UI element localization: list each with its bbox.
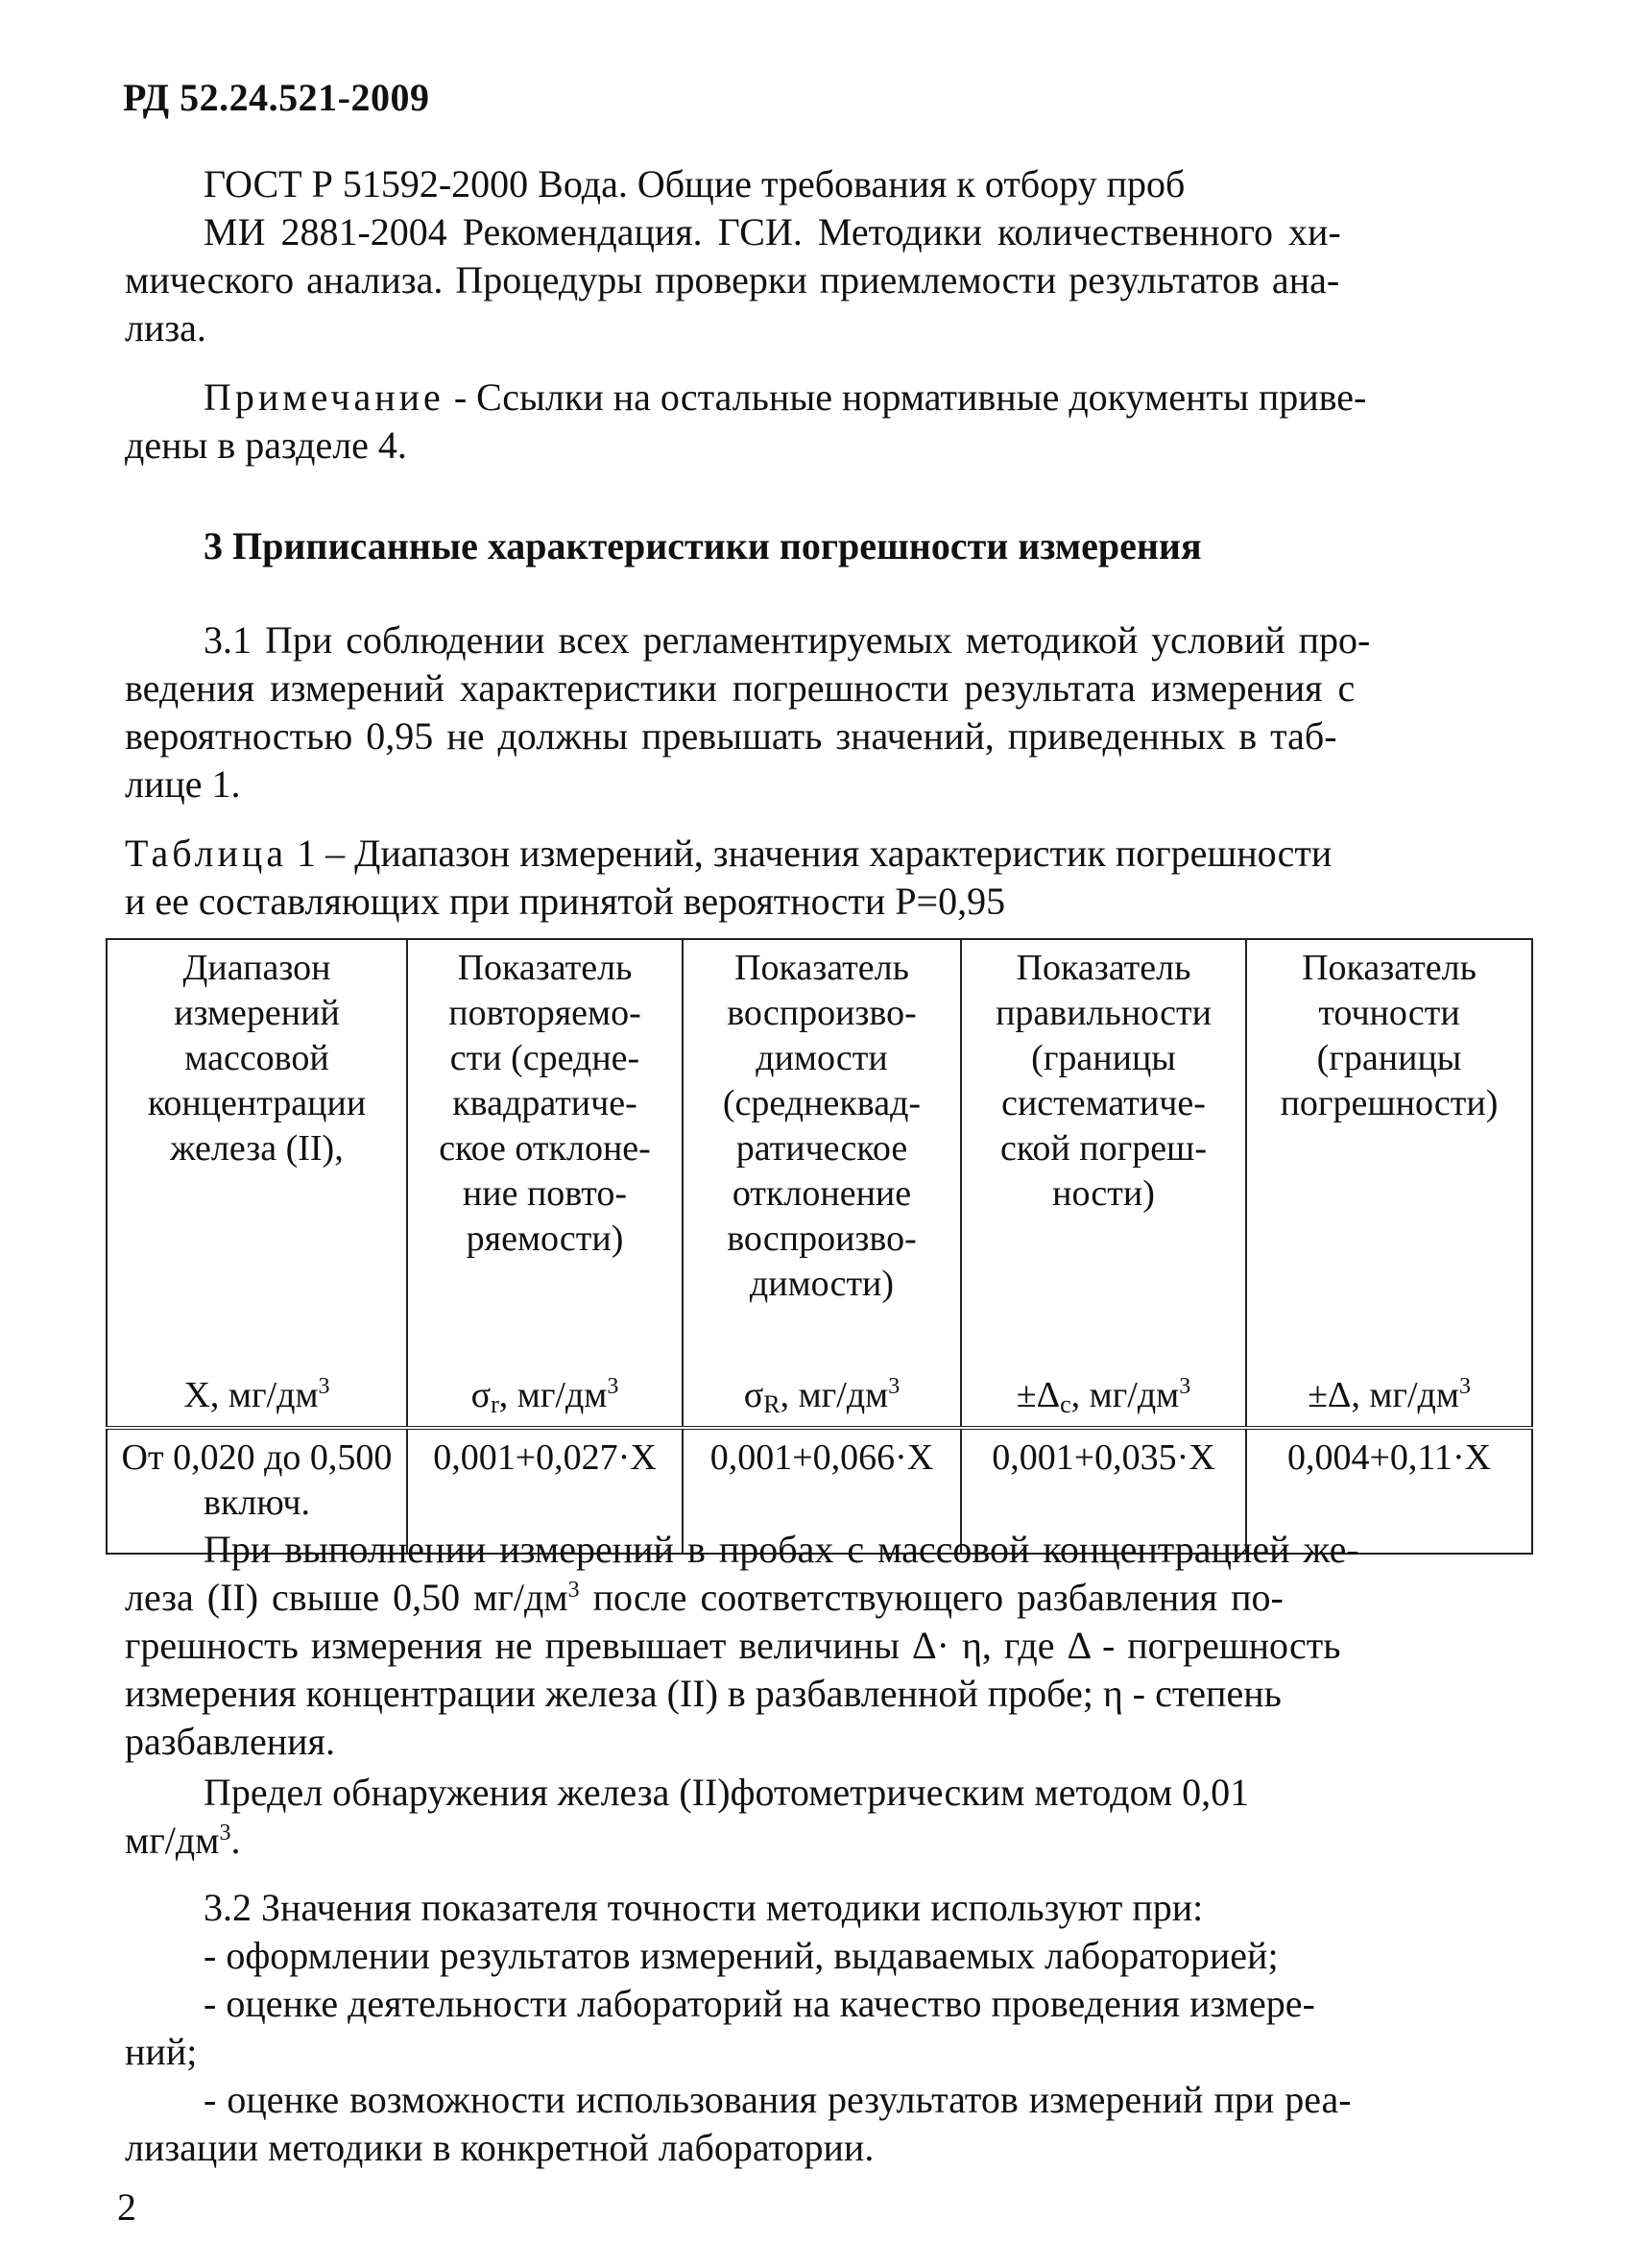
- unit-label: $\sigma_r$, $мг/дм^3$: [470, 1374, 619, 1418]
- paragraph-3-2-bullet1: - оформлении результатов измерений, выдаваемых лабораторией;: [204, 1934, 1279, 1977]
- table-header-repeatability: Показатель повторяемо- сти (средне- квадратиче- ское отклоне- ние повто- ряемости) $\sigma_r$, $мг/дм^3$: [407, 939, 683, 1428]
- paragraph-3-2-bullet2-line1: - оценке деятельности лабораторий на качество проведения измере-: [204, 1982, 1315, 2025]
- reference-mi-line2: мического анализа. Процедуры проверки приемлемости результатов ана-: [125, 258, 1340, 302]
- paragraph-dilution-line1: При выполнении измерений в пробах с массовой концентрацией же-: [204, 1528, 1359, 1571]
- paragraph-dilution-line5: разбавления.: [125, 1720, 335, 1763]
- unit-label: $\sigma_R$, $мг/дм^3$: [743, 1374, 901, 1418]
- table-cell-range: От 0,020 до 0,500 включ.: [107, 1428, 407, 1554]
- paragraph-3-1-line3: вероятностью 0,95 не должны превышать значений, приведенных в таб-: [125, 714, 1337, 758]
- paragraph-3-1-line2: ведения измерений характеристики погрешности результата измерения с: [125, 666, 1356, 710]
- reference-gost: ГОСТ Р 51592-2000 Вода. Общие требования к отбору проб: [204, 162, 1186, 205]
- paragraph-3-2-bullet3-line1: - оценке возможности использования результатов измерений при реа-: [204, 2078, 1352, 2121]
- table-header-range: Диапазон измерений массовой концентрации железа (II), Х, $мг/дм^3$: [107, 939, 407, 1428]
- paragraph-3-1-line4: лице 1.: [125, 762, 241, 806]
- paragraph-3-1-line1: 3.1 При соблюдении всех регламентируемых методикой условий про-: [204, 618, 1371, 662]
- paragraph-3-2-bullet2-line2: ний;: [125, 2030, 198, 2073]
- table-header-accuracy: Показатель точности (границы погрешности) ±Δ, $мг/дм^3$: [1246, 939, 1532, 1428]
- paragraph-dilution-line2: леза (II) свыше 0,50 $мг/дм^3$ после соответствующего разбавления по-: [125, 1576, 1284, 1619]
- paragraph-dilution-line4: измерения концентрации железа (II) в разбавленной пробе; η - степень: [125, 1672, 1282, 1715]
- table-cell-accuracy: 0,004+0,11·Х: [1246, 1428, 1532, 1554]
- detection-limit-line1: Предел обнаружения железа (II)фотометрическим методом 0,01: [204, 1771, 1250, 1814]
- table-caption-line1: [125, 831, 1332, 877]
- table-caption-text: 1 – Диапазон измерений, значения характеристик погрешности: [287, 832, 1333, 875]
- table-cell-trueness: 0,001+0,035·Х: [961, 1428, 1246, 1554]
- unit-label: $\pm\Delta_c$, $мг/дм^3$: [1016, 1374, 1191, 1418]
- table-header-trueness: Показатель правильности (границы систематиче- ской погреш- ности) $\pm\Delta_c$, $мг/дм^3$: [961, 939, 1246, 1428]
- error-characteristics-table: [106, 938, 1533, 1555]
- table-caption-label: Таблица: [125, 832, 288, 875]
- reference-mi-line1: МИ 2881-2004 Рекомендация. ГСИ. Методики количественного хи-: [204, 210, 1341, 253]
- section-heading: 3 Приписанные характеристики погрешности измерения: [204, 524, 1202, 567]
- unit-label: ±Δ, $мг/дм^3$: [1308, 1374, 1471, 1415]
- table-header-row: [107, 939, 1532, 1428]
- table-cell-repeatability: 0,001+0,027·Х: [407, 1428, 683, 1554]
- table-caption-line2: и ее составляющих при принятой вероятности Р=0,95: [125, 880, 1006, 923]
- reference-mi-line3: лиза.: [125, 306, 206, 350]
- note-line1: [204, 374, 1366, 421]
- note-line2: дены в разделе 4.: [125, 423, 407, 467]
- page-number: 2: [117, 2185, 136, 2229]
- table-header-reproducibility: Показатель воспроизво- димости (среднеквад- ратическое отклонение воспроизво- димости) $\sigma_R$, $мг/дм^3$: [683, 939, 961, 1428]
- table-cell-reproducibility: 0,001+0,066·Х: [683, 1428, 961, 1554]
- unit-label: Х, $мг/дм^3$: [183, 1374, 330, 1415]
- document-code: РД 52.24.521-2009: [123, 76, 430, 119]
- note-label: Примечание: [204, 375, 444, 419]
- paragraph-dilution-line3: грешность измерения не превышает величины Δ· η, где Δ - погрешность: [125, 1624, 1341, 1667]
- paragraph-3-2-line1: 3.2 Значения показателя точности методики используют при:: [204, 1886, 1204, 1929]
- detection-limit-line2: $мг/дм^3$.: [125, 1819, 241, 1862]
- paragraph-3-2-bullet3-line2: лизации методики в конкретной лаборатории.: [125, 2126, 875, 2169]
- note-text: - Ссылки на остальные нормативные документы приве-: [444, 375, 1367, 419]
